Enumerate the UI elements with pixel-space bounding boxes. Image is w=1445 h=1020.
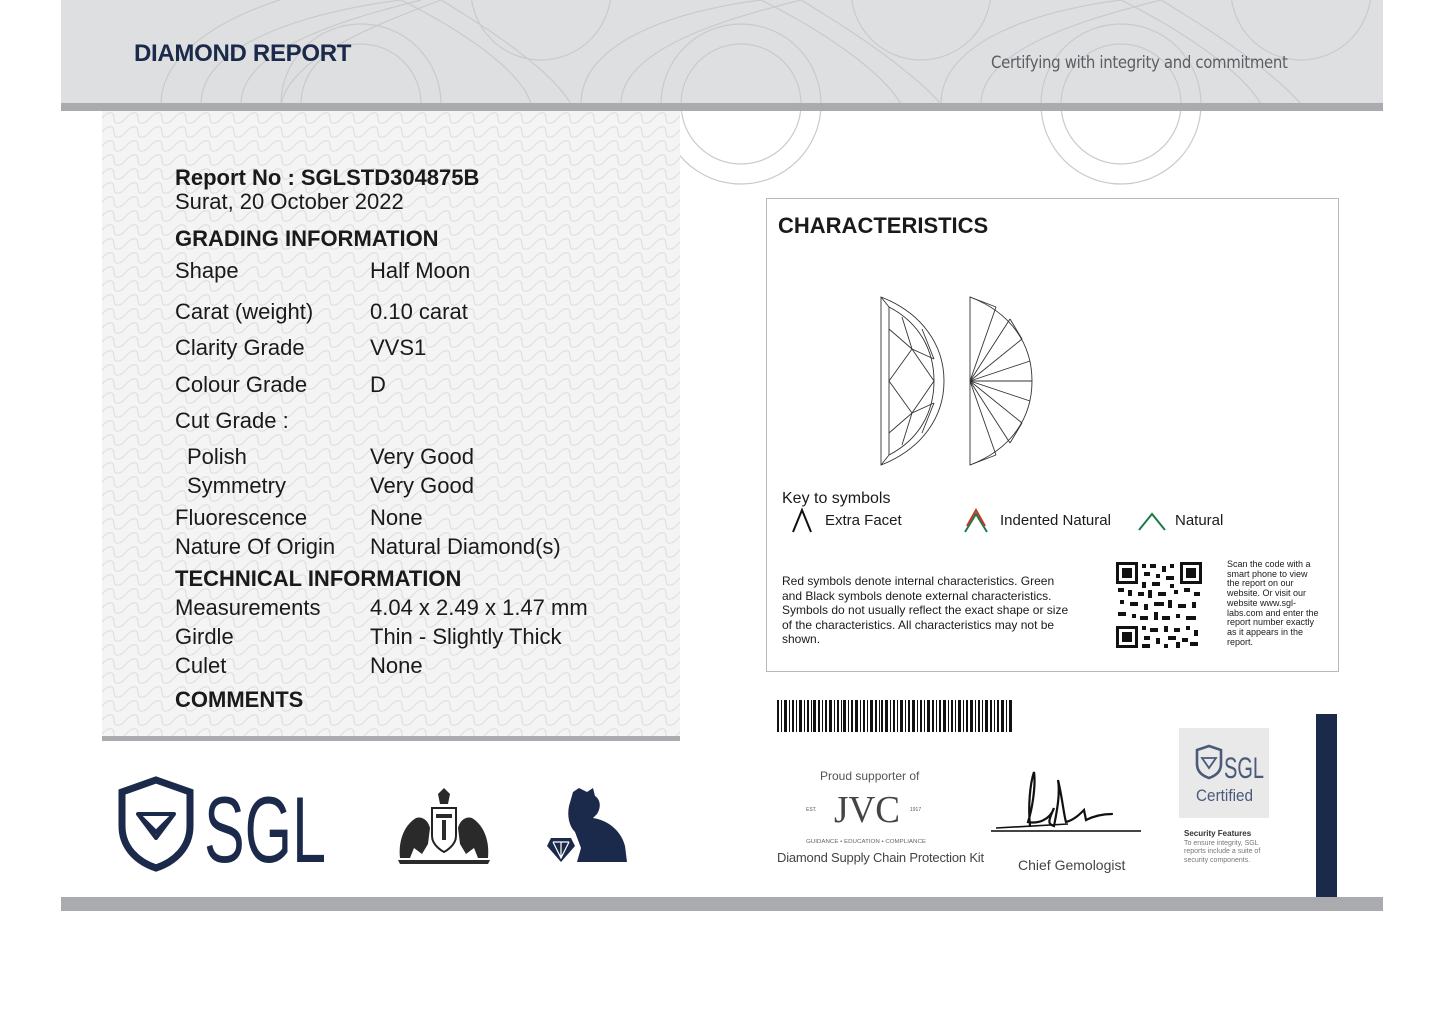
- header-rule: [61, 103, 1383, 111]
- certified-brand: SGL: [1224, 752, 1264, 785]
- half-moon-diagram-icon: [872, 289, 1047, 469]
- characteristics-box: [766, 198, 1339, 672]
- signatory-title: Chief Gemologist: [1018, 857, 1126, 873]
- jvc-logo-icon: [806, 786, 926, 846]
- sgl-shield-logo-icon: [116, 776, 196, 872]
- extra-facet-symbol-icon: [791, 508, 813, 534]
- jvc-kit-label: Diamond Supply Chain Protection Kit: [777, 850, 984, 865]
- signature-icon: [994, 766, 1124, 832]
- footer-rule: [61, 897, 1383, 911]
- technical-value: Thin - Slightly Thick: [370, 624, 562, 649]
- coat-of-arms-icon: [392, 788, 496, 864]
- grading-label: Carat (weight): [175, 299, 314, 324]
- jvc-supporter-text: Proud supporter of: [820, 769, 920, 783]
- panel-rule: [102, 736, 680, 741]
- grading-value: Half Moon: [370, 258, 471, 283]
- natural-symbol-icon: [1137, 510, 1167, 532]
- grading-value: Very Good: [370, 473, 474, 498]
- key-extra-facet: Extra Facet: [825, 512, 902, 529]
- signature-line: [991, 830, 1141, 832]
- report-place-date: Surat, 20 October 2022: [175, 189, 404, 214]
- certified-label: Certified: [1196, 786, 1253, 805]
- grading-heading: GRADING INFORMATION: [175, 226, 439, 251]
- navy-accent-bar: [1316, 714, 1337, 911]
- key-indented-natural: Indented Natural: [1000, 512, 1111, 529]
- grading-value: VVS1: [370, 335, 427, 360]
- grading-label: Symmetry: [187, 473, 286, 498]
- tagline: Certifying with integrity and commitment: [991, 53, 1288, 73]
- technical-value: None: [370, 653, 423, 678]
- qr-code-icon: [1116, 562, 1202, 648]
- security-features-text: To ensure integrity, SGL reports include a suite of security components.: [1184, 840, 1261, 864]
- jvc-name: JVC: [834, 789, 900, 831]
- grading-value: None: [370, 505, 423, 530]
- grading-label: Shape: [175, 258, 239, 283]
- scan-instructions: Scan the code with a smart phone to view the report on our website. Or visit our website www.sgl-labs.com and enter the report number exactly as it appears in the report.: [1227, 559, 1319, 647]
- comments-heading: COMMENTS: [175, 687, 304, 712]
- key-title: Key to symbols: [782, 490, 891, 507]
- security-features-title: Security Features: [1184, 829, 1252, 838]
- sgl-wordmark: [204, 776, 329, 882]
- sgl-wordmark-text: SGL: [204, 777, 326, 882]
- key-natural: Natural: [1175, 512, 1224, 529]
- indented-natural-symbol-icon: [963, 508, 989, 534]
- grading-value: 0.10 carat: [370, 299, 468, 324]
- technical-label: Measurements: [175, 595, 321, 620]
- technical-heading: TECHNICAL INFORMATION: [175, 566, 462, 591]
- report-number: Report No : SGLSTD304875B: [175, 165, 480, 190]
- grading-value: Natural Diamond(s): [370, 534, 561, 559]
- sgl-certified-badge: [1179, 728, 1269, 818]
- technical-label: Girdle: [175, 624, 234, 649]
- grading-label: Cut Grade :: [175, 408, 289, 433]
- jvc-year: 1917: [910, 807, 922, 813]
- sgl-certified-seal: [1179, 728, 1269, 818]
- grading-value: D: [370, 372, 386, 397]
- grading-label: Polish: [187, 444, 247, 469]
- grading-label: Nature Of Origin: [175, 534, 336, 559]
- technical-label: Culet: [175, 653, 227, 678]
- characteristics-note: Red symbols denote internal characteristics. Green and Black symbols denote external characteristics. Symbols do not usually reflect the exact shape or size of the characteristics. All characteristics may not be shown.: [782, 574, 1069, 647]
- barcode-icon: [777, 700, 1013, 732]
- grading-value: Very Good: [370, 444, 474, 469]
- jvc-est: EST.: [806, 807, 817, 813]
- jvc-motto: GUIDANCE • EDUCATION • COMPLIANCE: [806, 839, 927, 845]
- report-title: DIAMOND REPORT: [134, 40, 352, 67]
- grading-label: Fluorescence: [175, 505, 308, 530]
- grading-label: Clarity Grade: [175, 335, 305, 360]
- lion-emblem-icon: [547, 786, 629, 864]
- grading-label: Colour Grade: [175, 372, 308, 397]
- characteristics-title: CHARACTERISTICS: [778, 213, 989, 238]
- technical-value: 4.04 x 2.49 x 1.47 mm: [370, 595, 588, 620]
